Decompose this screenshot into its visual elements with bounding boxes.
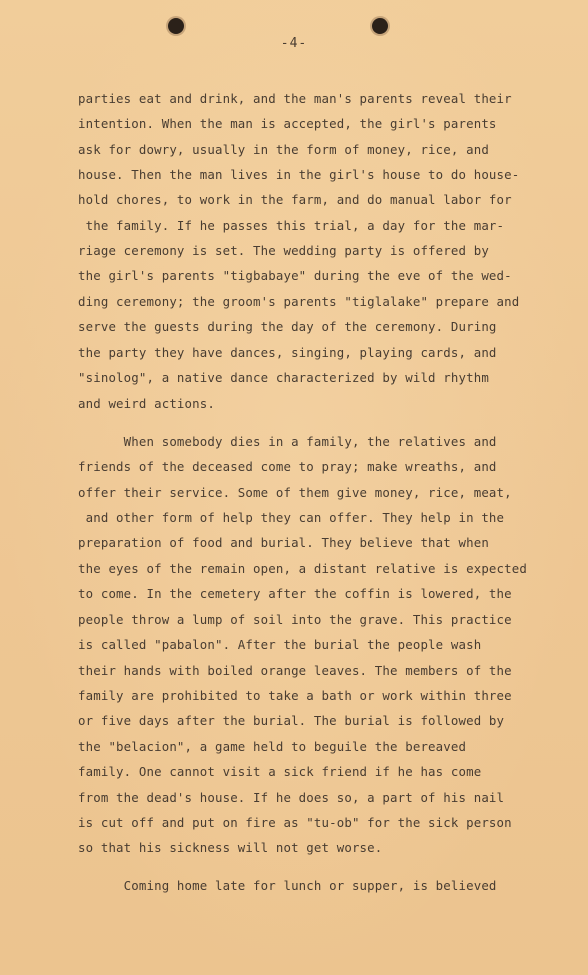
text-line: and other form of help they can offer. They help in the <box>78 510 505 525</box>
text-line: or five days after the burial. The burial is followed by <box>78 713 505 728</box>
text-line: the girl's parents "tigbabaye" during the eve of the wed- <box>78 268 512 283</box>
text-line: the "belacion", a game held to beguile the bereaved <box>78 739 467 754</box>
text-line: offer their service. Some of them give money, rice, meat, <box>78 485 512 500</box>
text-line: Coming home late for lunch or supper, is believed <box>78 878 497 893</box>
text-line: and weird actions. <box>78 396 215 411</box>
text-line: is cut off and put on fire as "tu-ob" for the sick person <box>78 815 512 830</box>
text-line: their hands with boiled orange leaves. The members of the <box>78 663 512 678</box>
text-line: intention. When the man is accepted, the girl's parents <box>78 116 497 131</box>
text-line: family are prohibited to take a bath or work within three <box>78 688 512 703</box>
text-line: ding ceremony; the groom's parents "tiglalake" prepare and <box>78 294 520 309</box>
text-line: so that his sickness will not get worse. <box>78 840 383 855</box>
text-line: parties eat and drink, and the man's parents reveal their <box>78 91 512 106</box>
text-line: "sinolog", a native dance characterized by wild rhythm <box>78 370 489 385</box>
text-line: is called "pabalon". After the burial the people wash <box>78 637 482 652</box>
text-line: the party they have dances, singing, playing cards, and <box>78 345 497 360</box>
punch-hole-left <box>168 18 184 34</box>
text-line: hold chores, to work in the farm, and do manual labor for <box>78 192 512 207</box>
text-line: people throw a lump of soil into the grave. This practice <box>78 612 512 627</box>
text-line: friends of the deceased come to pray; make wreaths, and <box>78 459 497 474</box>
text-line: When somebody dies in a family, the relatives and <box>78 434 497 449</box>
text-line: family. One cannot visit a sick friend if he has come <box>78 764 482 779</box>
text-line: ask for dowry, usually in the form of money, rice, and <box>78 142 489 157</box>
text-line: the eyes of the remain open, a distant relative is expected <box>78 561 527 576</box>
page-number: -4- <box>280 36 308 51</box>
text-line: to come. In the cemetery after the coffin is lowered, the <box>78 586 512 601</box>
punch-hole-right <box>372 18 388 34</box>
text-line: serve the guests during the day of the ceremony. During <box>78 319 497 334</box>
text-line: house. Then the man lives in the girl's house to do house- <box>78 167 520 182</box>
text-line: preparation of food and burial. They believe that when <box>78 535 489 550</box>
text-line: from the dead's house. If he does so, a part of his nail <box>78 790 505 805</box>
text-line: the family. If he passes this trial, a day for the mar- <box>78 218 505 233</box>
text-line: riage ceremony is set. The wedding party is offered by <box>78 243 489 258</box>
